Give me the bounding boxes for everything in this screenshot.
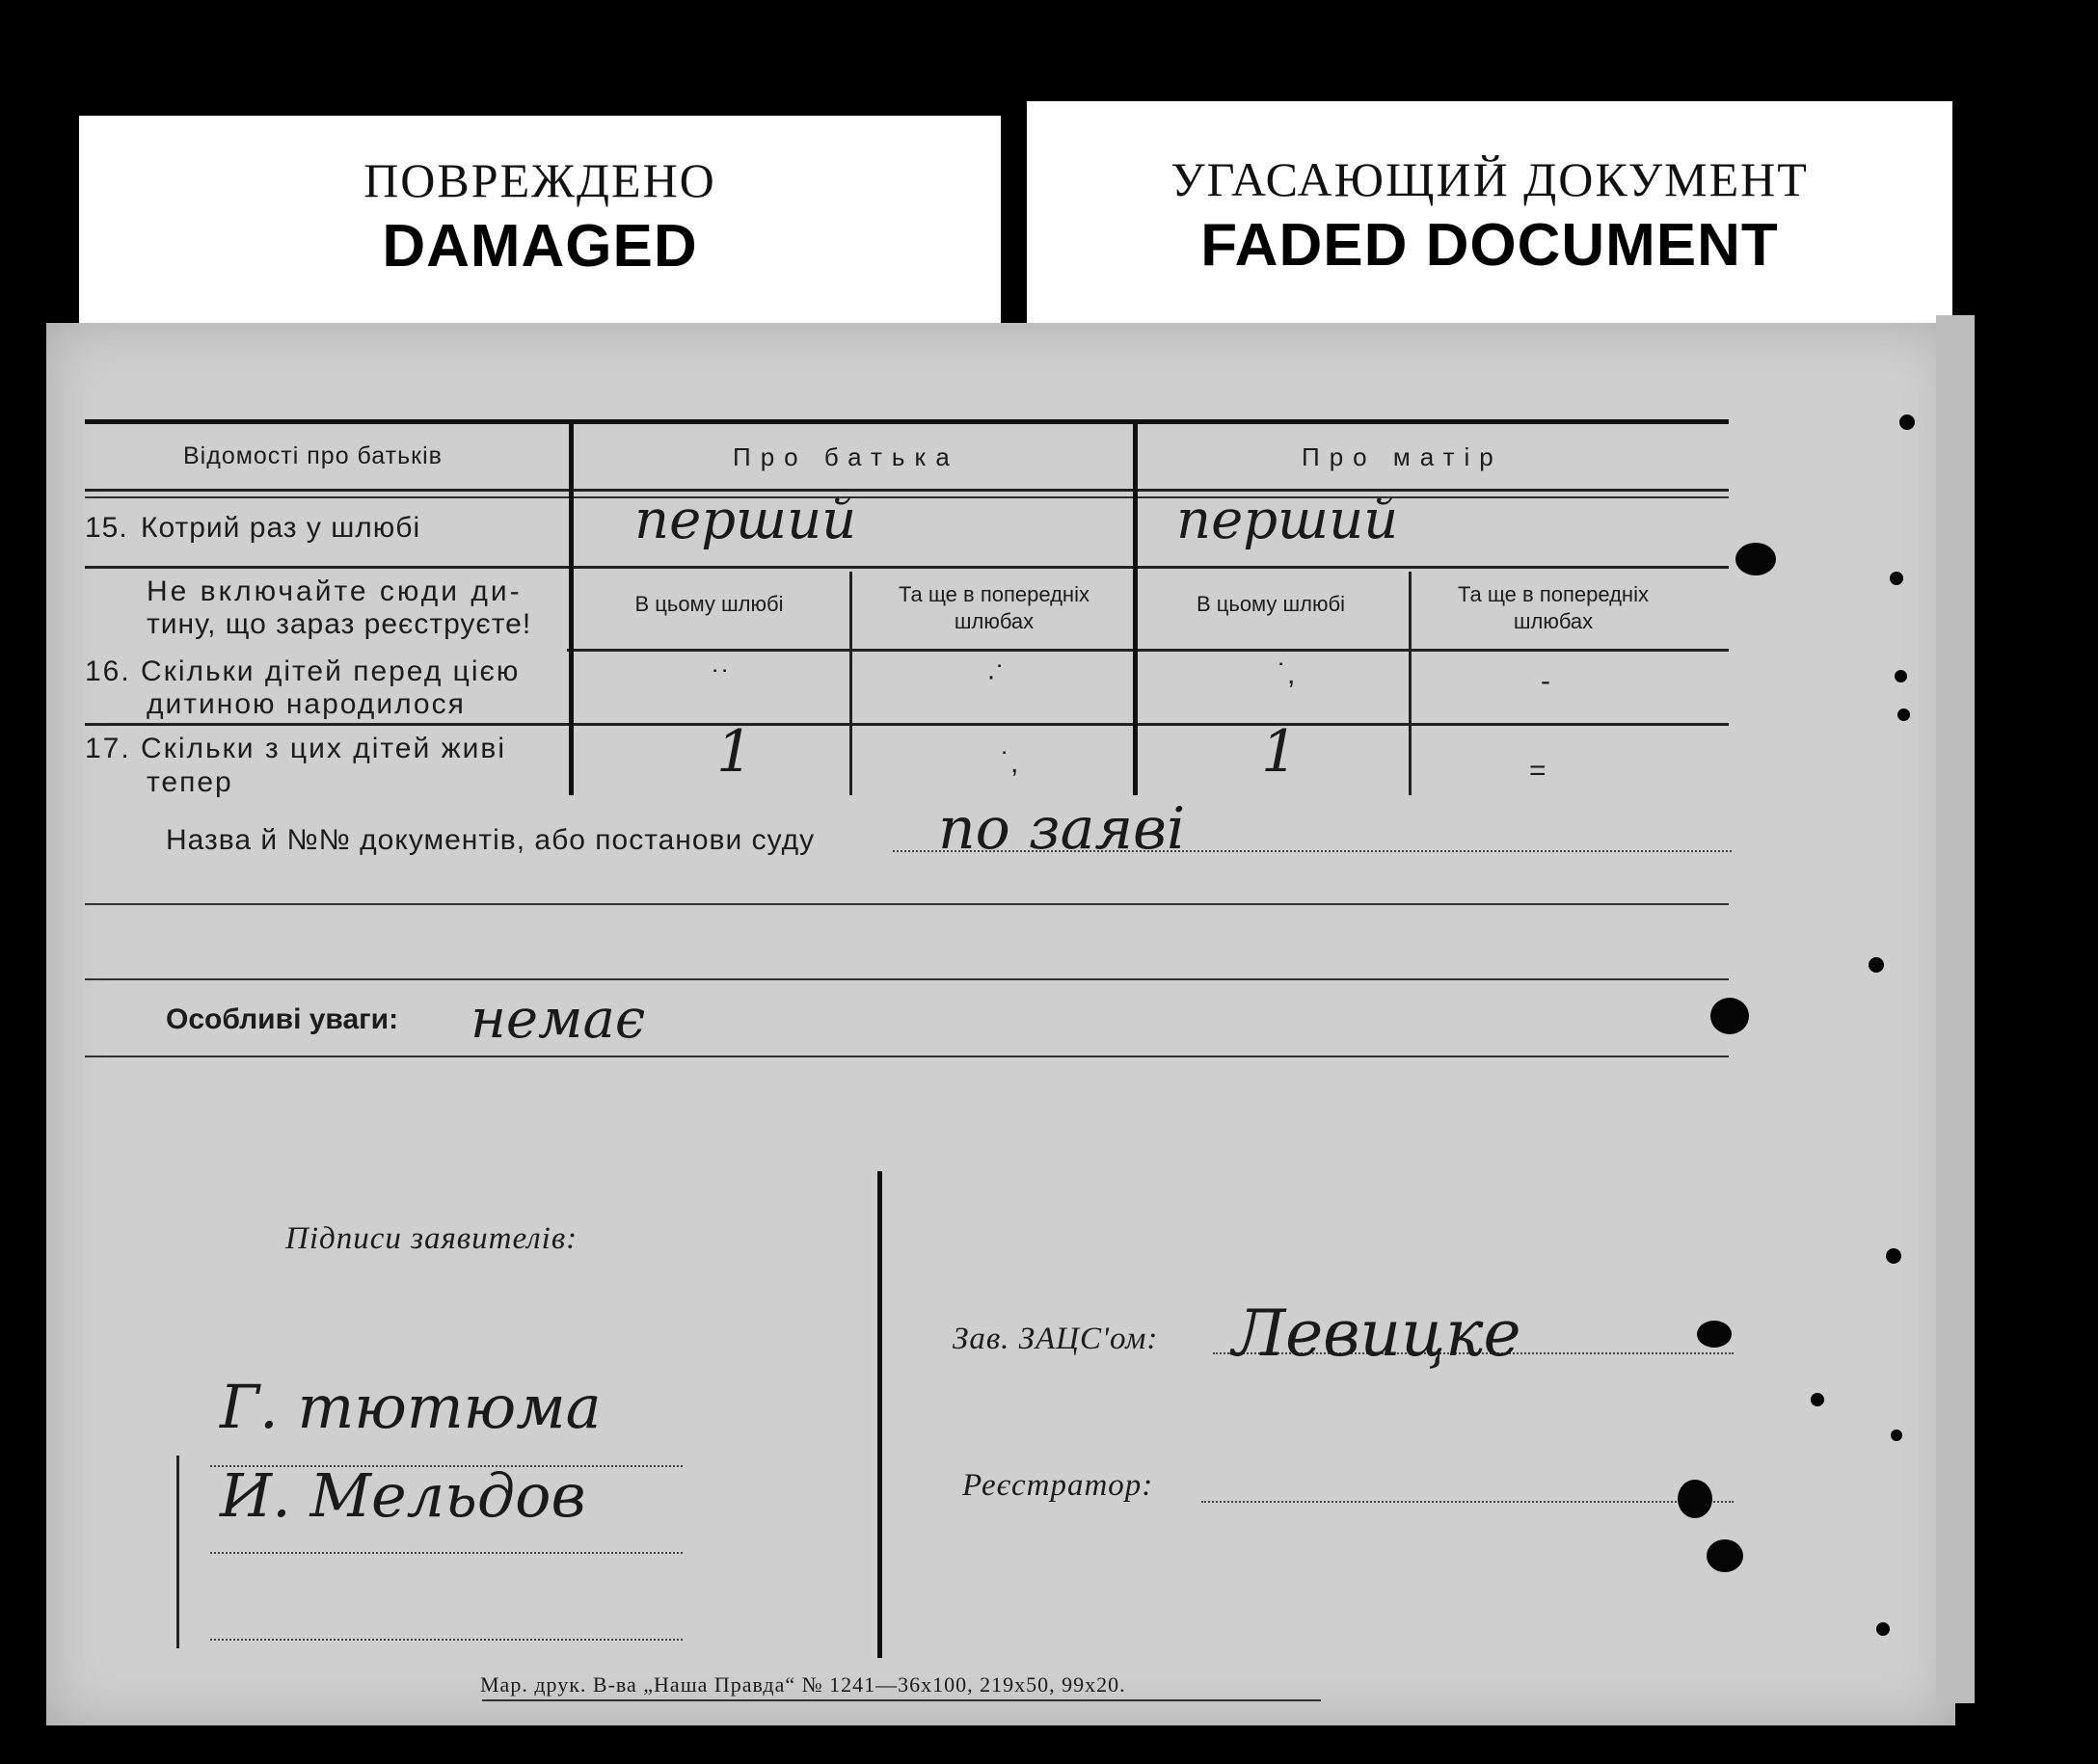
row17-mother-this-value: 1 (1261, 718, 1299, 786)
col-divider-father-sub (849, 572, 852, 795)
punch-hole (1869, 957, 1884, 973)
head-zags-signature: Левицке (1232, 1296, 1521, 1371)
row15-father-value: перший (634, 489, 857, 551)
row16-label-line-1: 16. Скільки дітей перед цією (85, 655, 521, 687)
remarks-value: немає (471, 988, 646, 1051)
punch-hole (1897, 708, 1910, 721)
subheader-rule (567, 649, 1729, 652)
mother-col-prev-line2: шлюбах (1513, 609, 1594, 633)
row17-father-prev-mark: ˙, (1001, 747, 1019, 779)
punch-hole (1886, 1248, 1901, 1264)
father-col-prev-line1: Та ще в попередніх (899, 582, 1089, 606)
damage-hole (1735, 543, 1776, 575)
row16-mother-this-mark: ˙, (1278, 658, 1296, 690)
damaged-label-ru: ПОВРЕЖДЕНО (363, 153, 716, 207)
row15-number: 15. (85, 512, 128, 544)
table-header-rule-2 (85, 496, 1729, 498)
father-col-prev-line2: шлюбах (954, 609, 1035, 633)
applicant-line-3 (210, 1639, 683, 1641)
registrar-label: Реєстратор: (962, 1468, 1154, 1503)
mother-col-prev-marriages (1413, 581, 1693, 635)
row15-rule (85, 566, 1729, 569)
header-parents-info: Відомості про батьків (183, 442, 443, 469)
printer-imprint: Мар. друк. В-ва „Наша Правда“ № 1241—36x100, 219x50, 99x20. (480, 1672, 1126, 1697)
row17-label-line-2: тепер (147, 766, 233, 798)
header-father: Про батька (733, 442, 959, 471)
note-line-2: тину, що зараз реєструєте! (147, 608, 532, 640)
table-header-rule (85, 489, 1729, 492)
row15-label: Котрий раз у шлюбі (141, 512, 421, 544)
signature-divider (877, 1171, 882, 1658)
row16-father-prev-mark: ·˙ (986, 660, 1006, 692)
row17-father-this-value: 1 (716, 718, 754, 786)
damage-hole (1710, 998, 1749, 1034)
applicants-bracket (176, 1456, 179, 1648)
printer-imprint-rule (482, 1699, 1321, 1701)
applicant-signature-2: И. Мельдов (220, 1460, 586, 1531)
damaged-label-card (79, 116, 1001, 352)
row16-label-line-2: дитиною народилося (147, 688, 466, 720)
row17-mother-prev-mark: = (1529, 755, 1547, 787)
row17-label-line-1: 17. Скільки з цих дітей живі (85, 733, 506, 764)
punch-hole (1890, 572, 1903, 585)
documents-rule-1 (85, 903, 1729, 905)
sheet-edge (1936, 315, 1975, 1703)
documents-value: по заяві (938, 795, 1186, 863)
damaged-label-en: DAMAGED (382, 213, 698, 280)
header-mother: Про матір (1302, 442, 1503, 471)
mother-col-this-marriage: В цьому шлюбі (1196, 592, 1346, 616)
row15-mother-value: перший (1176, 489, 1399, 551)
punch-hole (1891, 1430, 1902, 1441)
father-col-prev-marriages (854, 581, 1134, 635)
punch-hole (1876, 1622, 1890, 1636)
damage-hole (1707, 1539, 1743, 1572)
table-top-rule (85, 419, 1729, 424)
documents-rule-2 (85, 978, 1729, 980)
punch-hole (1811, 1393, 1824, 1406)
faded-label-en: FADED DOCUMENT (1200, 212, 1779, 279)
document-sheet (46, 323, 1955, 1725)
row16-mother-prev-mark: - (1541, 665, 1550, 697)
punch-hole (1899, 414, 1915, 430)
punch-hole (1895, 670, 1907, 682)
row16-father-this-mark: ˙˙ (712, 665, 731, 697)
damage-hole (1678, 1480, 1712, 1518)
note-line-1: Не включайте сюди ди- (147, 575, 523, 607)
damage-hole (1697, 1321, 1732, 1348)
documents-label: Назва й №№ документів, або постанови суду (166, 824, 816, 856)
faded-label-ru: УГАСАЮЩИЙ ДОКУМЕНТ (1170, 152, 1809, 206)
col-divider-mother-sub (1409, 572, 1412, 795)
remarks-rule (85, 1056, 1729, 1057)
faded-label-card (1027, 101, 1952, 352)
mother-col-prev-line1: Та ще в попередніх (1458, 582, 1649, 606)
applicants-signatures-label: Підписи заявителів: (285, 1221, 578, 1256)
head-zags-label: Зав. ЗАЦС'ом: (953, 1322, 1159, 1356)
applicant-line-2 (210, 1552, 683, 1554)
registrar-dotted-line (1201, 1501, 1734, 1503)
row16-rule (85, 723, 1729, 726)
applicant-signature-1: Г. тютюма (220, 1372, 602, 1442)
remarks-label: Особливі уваги: (166, 1003, 399, 1035)
father-col-this-marriage: В цьому шлюбі (634, 592, 784, 616)
